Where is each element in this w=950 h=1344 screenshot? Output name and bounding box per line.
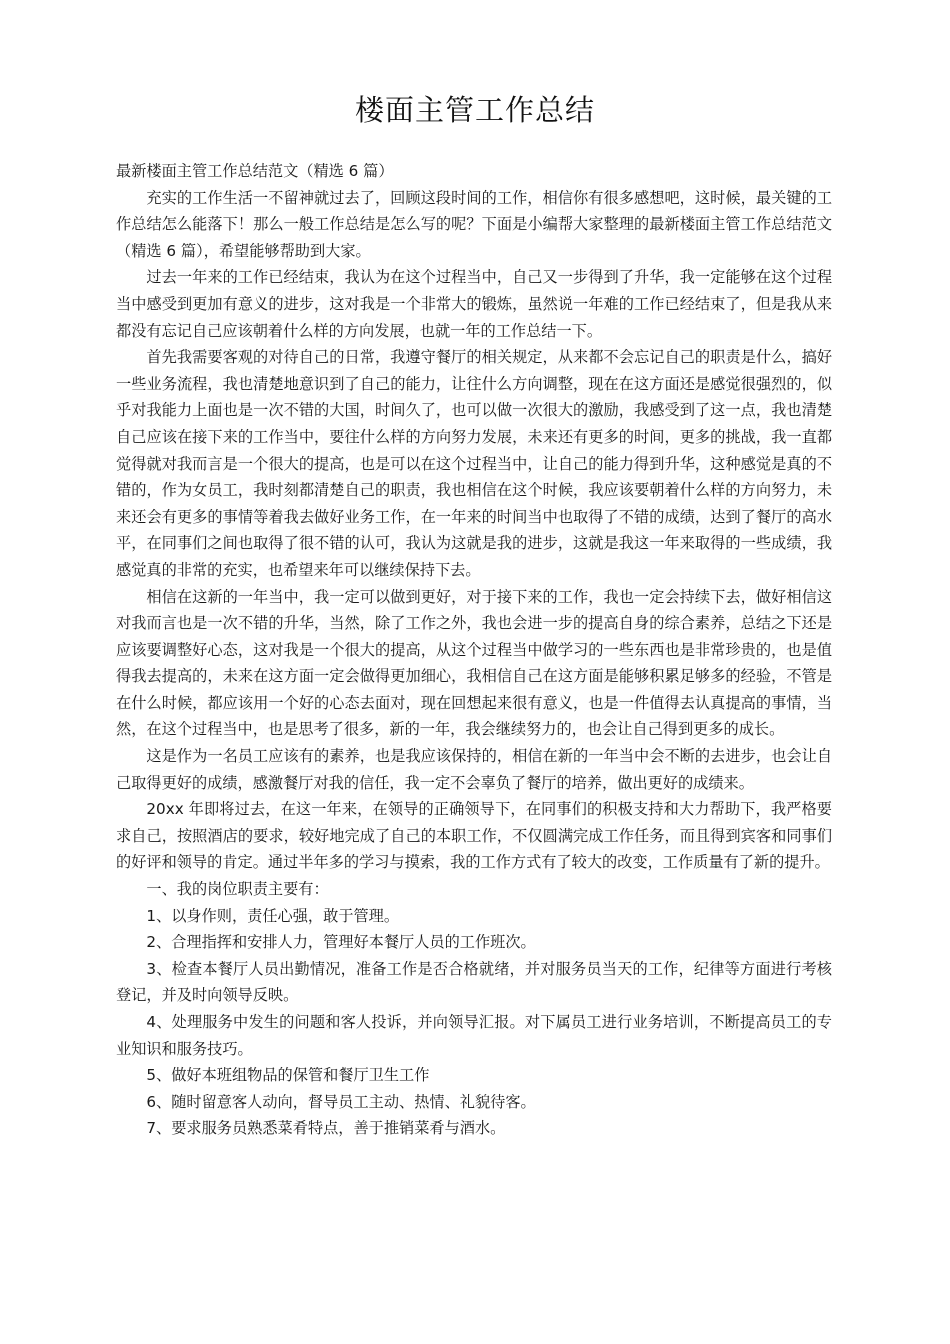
document-subtitle: 最新楼面主管工作总结范文（精选 6 篇） [116,162,394,180]
list-item: 4、处理服务中发生的问题和客人投诉，并向领导汇报。对下属员工进行业务培训，不断提高员工的专业知识和服务技巧。 [116,1013,832,1058]
document-body [116,158,832,1142]
document-title: 楼面主管工作总结 [354,93,595,127]
paragraph: 充实的工作生活一不留神就过去了，回顾这段时间的工作，相信你有很多感想吧，这时候，最关键的工作总结怎么能落下！那么一般工作总结是怎么写的呢？下面是小编帮大家整理的最新楼面主管工作总结范文（精选 6 篇），希望能够帮助到大家。 [116,188,832,260]
paragraph: 过去一年来的工作已经结束，我认为在这个过程当中，自己又一步得到了升华，我一定能够在这个过程当中感受到更加有意义的进步，这对我是一个非常大的锻炼，虽然说一年难的工作已经结束了，但是我从来都没有忘记自己应该朝着什么样的方向发展，也就一年的工作总结一下。 [116,268,832,340]
paragraph: 20xx 年即将过去，在这一年来，在领导的正确领导下，在同事们的积极支持和大力帮助下，我严格要求自己，按照酒店的要求，较好地完成了自己的本职工作，不仅圆满完成工作任务，而且得到宾客和同事们的好评和领导的肯定。通过半年多的学习与摸索，我的工作方式有了较大的改变，工作质量有了新的提升。 [116,800,832,872]
list-item: 3、检查本餐厅人员出勤情况，准备工作是否合格就绪，并对服务员当天的工作，纪律等方面进行考核登记，并及时向领导反映。 [116,959,832,1005]
paragraph: 相信在这新的一年当中，我一定可以做到更好，对于接下来的工作，我也一定会持续下去，做好相信这对我而言也是一次不错的升华，当然，除了工作之外，我也会进一步的提高自身的综合素养，总结之下还是应该要调整好心态，这对我是一个很大的提高，从这个过程当中做学习的一些东西也是非常珍贵的，也是值得我去提高的，未来在这方面一定会做得更加细心，我相信自己在这方面是能够积累足够多的经验，不管是在什么时候，都应该用一个好的心态去面对，现在回想起来很有意义，也是一件值得去认真提高的事情，当然，在这个过程当中，也是思考了很多，新的一年，我会继续努力的，也会让自己得到更多的成长。 [116,587,832,739]
list-item: 6、随时留意客人动向，督导员工主动、热情、礼貌待客。 [146,1092,536,1111]
list-item: 1、以身作则，责任心强，敢于管理。 [146,906,400,925]
list-item: 5、做好本班组物品的保管和餐厅卫生工作 [146,1066,430,1085]
list-item: 2、合理指挥和安排人力，管理好本餐厅人员的工作班次。 [146,933,536,952]
section-heading: 一、我的岗位职责主要有： [146,880,329,899]
list-item: 7、要求服务员熟悉菜肴特点，善于推销菜肴与酒水。 [146,1119,506,1138]
paragraph: 首先我需要客观的对待自己的日常，我遵守餐厅的相关规定，从来都不会忘记自己的职责是什么，搞好一些业务流程，我也清楚地意识到了自己的能力，让往什么方向调整，现在在这方面还是感觉很强烈的，似乎对我能力上面也是一次不错的大国，时间久了，也可以做一次很大的激励，我感受到了这一点，我也清楚自己应该在接下来的工作当中，要往什么样的方向努力发展，未来还有更多的时间，更多的挑战，我一直都觉得就对我而言是一个很大的提高，也是可以在这个过程当中，让自己的能力得到升华，这种感觉是真的不错的，作为女员工，我时刻都清楚自己的职责，我也相信在这个时候，我应该要朝着什么样的方向努力，未来还会有更多的事情等着我去做好业务工作，在一年来的时间当中也取得了不错的成绩，达到了餐厅的高水平，在同事们之间也取得了很不错的认可，我认为这就是我的进步，这就是我这一年来取得的一些成绩，我感觉真的非常的充实，也希望来年可以继续保持下去。 [116,348,832,579]
paragraph: 这是作为一名员工应该有的素养，也是我应该保持的，相信在新的一年当中会不断的去进步，也会让自己取得更好的成绩，感激餐厅对我的信任，我一定不会辜负了餐厅的培养，做出更好的成绩来。 [116,747,832,792]
